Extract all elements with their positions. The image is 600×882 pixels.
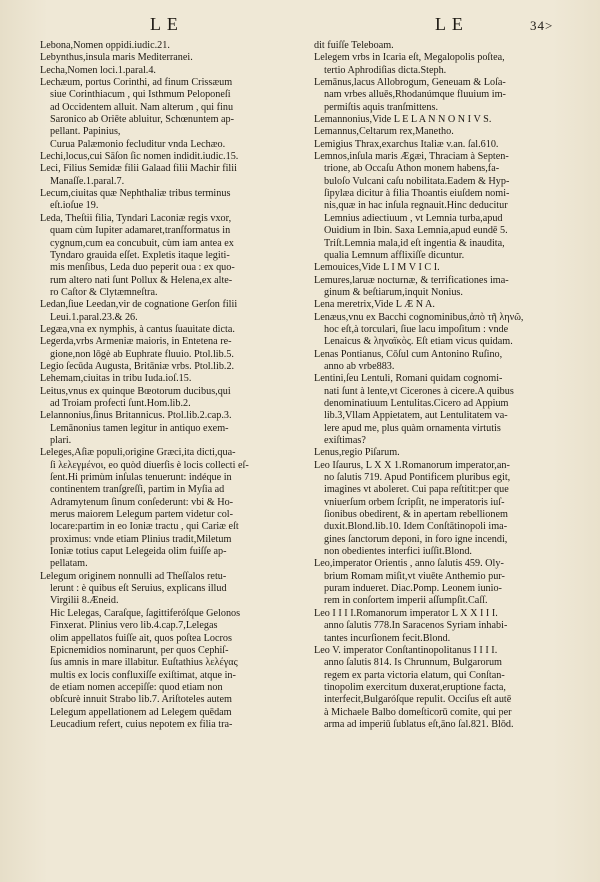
entry-line: denominatiuum Lentulitas.Cicero ad Appium (324, 397, 509, 409)
entry-line: obſcurè innuit Strabo lib.7. Ariſtoteles autem (50, 694, 232, 706)
entry-line: lere apud me, plus quàm ornamenta virtutis (324, 422, 501, 434)
entry-line: siue Corinthiacum , qui Isthmum Peloponeſi (50, 89, 231, 101)
entry-line: tertio Aphrodiſias dicta.Steph. (324, 64, 447, 76)
left-running-head: L E (150, 14, 179, 34)
entry-line: Leucadium refert, cuius nepotem ex filia tra- (50, 718, 233, 730)
dictionary-entry (40, 40, 302, 52)
entry-line: Leleges,Aſiæ populi,origine Græci,ita dicti,qua- (40, 447, 236, 459)
entry-line: Lentini,ſeu Lentuli, Romani quidam cognomi- (314, 373, 503, 385)
entry-line: Hic Lelegas, Caraſque, ſagittiferóſque Gelonos (50, 607, 241, 619)
dictionary-entry (314, 373, 574, 447)
entry-line: Lelannonius,ſinus Britannicus. Ptol.lib.2.cap.3. (40, 410, 232, 422)
entry-line: ſus amnis in mare illabitur. Euſtathius λελέγας (50, 657, 238, 669)
entry-line: non obedientes interfici iuſſit.Blond. (324, 546, 472, 558)
entry-line: anno ab vrbe883. (324, 360, 395, 372)
entry-line: nam vrbes alluēs,Rhodanúmque fluuium im- (324, 89, 506, 101)
dictionary-entry (40, 77, 302, 151)
dictionary-entry (40, 373, 302, 385)
entry-line: Lemannonius,Vide L E L A N N O N I V S. (314, 114, 492, 126)
entry-line: ſi λελεγμένοι, eo quòd diuerſis è locis collecti eſ- (50, 459, 249, 471)
dictionary-entry (40, 571, 302, 731)
entry-line: Lena meretrix,Vide L Æ N A. (314, 299, 435, 311)
entry-line: pellatam. (50, 558, 88, 570)
entry-line: Adramytenum ſinum conſederunt: vbi & Ho- (50, 496, 234, 508)
entry-line: Lemigius Thrax,exarchus Italiæ v.an. ſal.610. (314, 138, 499, 150)
dictionary-entry (314, 40, 574, 52)
dictionary-entry (40, 213, 302, 299)
entry-line: Lebona,Nomen oppidi.iudic.21. (40, 40, 170, 51)
entry-line: Legerda,vrbs Armeniæ maioris, in Entetena re- (40, 336, 232, 348)
entry-line: duxit.Blond.lib.10. Idem Conſtātinopoli ima- (324, 521, 508, 533)
entry-line: Leo Iſaurus, L X X 1.Romanorum imperator,an- (314, 459, 510, 471)
entry-line: Triſt.Lemnia mala,id eſt ingentia & inaudita, (324, 237, 505, 249)
entry-line: Lechæum, portus Corinthi, ad finum Crissæum (40, 77, 233, 89)
entry-line: anno ſalutis 778.In Saracenos Syriam inhabi- (324, 620, 508, 632)
entry-line: continentem tranſgreſſi, partim in Myſia ad (50, 484, 225, 496)
entry-line: Leitus,vnus ex quinque Bœotorum ducibus,qui (40, 385, 231, 397)
entry-line: Lehemam,ciuitas in tribu Iuda.ioſ.15. (40, 373, 192, 385)
entry-line: Lechi,locus,cui Sāſon ſic nomen indidit.iudic.15. (40, 151, 239, 163)
dictionary-entry (40, 361, 302, 373)
entry-line: regem ex parta victoria elatum, qui Conſtan- (324, 669, 505, 681)
entry-line: Legio ſecūda Augusta, Britāniæ vrbs. Ptol.lib.2. (40, 360, 235, 372)
entry-line: locare:partim in eo Ioniæ tractu , qui Cariæ eſt (50, 521, 239, 533)
dictionary-entry (40, 65, 302, 77)
dictionary-entry (314, 460, 574, 559)
entry-line: Curua Palæmonio fecluditur vnda Lechæo. (50, 138, 226, 150)
entry-line: de etiam nomen accepiſſe: quod etiam non (50, 681, 223, 693)
entry-line: exiſtimas? (324, 435, 366, 446)
entry-line: Lenæus,vnu ex Bacchi cognominibus,ἀπὸ τῆ ληνῶ, (314, 311, 524, 323)
entry-line: buloſo Vulcani caſu nobilitata.Eadem & Hyp- (324, 175, 510, 187)
dictionary-entry (314, 262, 574, 274)
entry-line: Leo,imperator Orientis , anno ſalutis 459. Oly- (314, 558, 504, 570)
entry-line: interfecit,Bulgaróſque repulit. Occiſus eſt autē (324, 694, 512, 706)
entry-line: Leci, Filius Semidæ filii Galaad filii Machir filii (40, 163, 237, 175)
entry-line: ad Troiam profecti ſunt.Hom.lib.2. (50, 397, 191, 409)
entry-line: Ioniæ totius caput Lelegeida olim fuiſſe ap- (50, 546, 227, 558)
entry-line: à Michaele Balbo domeſticorū comite, qui per (324, 706, 512, 718)
dictionary-entry (314, 299, 574, 311)
entry-line: lib.3,Vllam Appietatem, aut Lentulitatem va- (324, 410, 508, 422)
entry-line: anno ſalutis 814. Is Chrunnum, Bulgarorum (324, 657, 502, 669)
dictionary-entry (314, 126, 574, 138)
left-column (40, 40, 302, 731)
entry-line: Lemures,laruæ nocturnæ, & terrificationes ima- (314, 274, 509, 286)
entry-line: puram indueret. Diac.Pomp. Leonem iunio- (324, 583, 502, 595)
entry-line: Lemouices,Vide L I M V I C I. (314, 262, 440, 274)
entry-line: Finxerat. Plinius vero lib.4.cap.7,Lelegas (50, 620, 218, 632)
entry-line: nati ſunt à lente,vt Cicerones à cicere.A quibus (324, 385, 514, 397)
entry-line: quam cùm Iupiter adamaret,tranſformatus in (50, 225, 231, 237)
entry-line: vniuerſum orbem ſcripſit, ne imperatoris iuſ- (324, 496, 505, 508)
dictionary-entry (314, 52, 574, 77)
entry-line: mis menſibus, Leda duo peperit oua : ex quo- (50, 262, 235, 274)
entry-line: cygnum,cum ea concubuit, cùm iam antea ex (50, 237, 234, 249)
entry-line: Saronico ab Oriēte abluitur, Schœnuntem ap- (50, 114, 235, 126)
entry-line: Lemannus,Celtarum rex,Manetho. (314, 126, 454, 138)
entry-line: Lenaicus & ληναϊκὸς. Eſt etiam vicus quidam. (324, 336, 513, 348)
entry-line: Lemnius adiectiuum , vt Lemnia turba,apud (324, 212, 503, 224)
dictionary-entry (314, 447, 574, 459)
entry-line: Lenas Pontianus, Cōſul cum Antonino Ruſino, (314, 348, 503, 360)
entry-line: Manaſſe.1.paral.7. (50, 175, 125, 187)
entry-line: Lecha,Nomen loci.1.paral.4. (40, 64, 156, 76)
entry-line: Lemānus,lacus Allobrogum, Geneuam & Loſa- (314, 77, 506, 89)
dictionary-entry (40, 163, 302, 188)
entry-line: Legæa,vna ex nymphis, à cantus ſuauitate dicta. (40, 323, 235, 335)
entry-line: hoc eſt,à torculari, ſiue lacu impoſitum : vnde (324, 323, 509, 335)
entry-line: Lemānonius tamen legitur in antiquo exem- (50, 422, 229, 434)
entry-line: Virgilii 8.Æneid. (50, 595, 119, 607)
entry-line: Lebynthus,insula maris Mediterranei. (40, 52, 193, 64)
entry-line: olim appellatos fuiſſe ait, quos poſtea Locros (50, 632, 232, 644)
dictionary-entry (314, 558, 574, 607)
entry-line: tinopolim exercitum duxerat,eruptione facta, (324, 681, 506, 693)
entry-line: pellant. Papinius, (50, 126, 121, 138)
dictionary-entry (314, 645, 574, 731)
entry-line: qualia Lemnum afflixiſſe dicuntur. (324, 249, 465, 261)
entry-line: ſent.Hi primùm inſulas tenuerunt: indéque in (50, 472, 232, 484)
entry-line: proximus: vnde etiam Plinius tradit,Miletum (50, 533, 232, 545)
entry-line: rum altero nati ſunt Pollux & Helena,ex alte- (50, 274, 233, 286)
entry-line: rem in conſortem imperii aſſumpſit.Caſſ. (324, 595, 488, 607)
dictionary-entry (40, 188, 302, 213)
entry-line: arma ad imperiū ſublatus eſt,āno ſal.821. Blōd. (324, 718, 514, 730)
entry-line: Epicnemidios nominarunt, per quos Cephiſ- (50, 644, 229, 656)
dictionary-entry (40, 299, 302, 324)
entry-line: lerunt : è quibus eſt Seruius, explicans illud (50, 583, 227, 595)
entry-line: Tyndaro grauida eſſet. Expletis itaque legiti- (50, 249, 230, 261)
entry-line: Ledan,ſiue Leedan,vir de cognatione Gerſon filii (40, 299, 238, 311)
dictionary-entry (314, 349, 574, 374)
entry-line: Lelegum originem nonnulli ad Theſſalos retu- (40, 570, 227, 582)
entry-line: Leo V. imperator Conſtantinopolitanus I I I I. (314, 644, 498, 656)
entry-line: gines ſanctorum deponi, in foro igne incendi, (324, 533, 508, 545)
dictionary-entry (40, 386, 302, 411)
page-number: 34> (530, 18, 554, 33)
entry-line: trione, ab Occaſu Athon monem habens,fa- (324, 163, 500, 175)
dictionary-entry (40, 410, 302, 447)
entry-line: tantes incurſionem fecit.Blond. (324, 632, 451, 644)
entry-line: ginum & beſtiarum,inquit Nonius. (324, 286, 463, 298)
dictionary-entry (314, 77, 574, 114)
dictionary-entry (40, 447, 302, 570)
entry-line: ſionibus obedirent, & in apertam rebellionem (324, 509, 508, 521)
entry-line: ſipylæa dicitur à filia Thoantis eiuſdem nomi- (324, 188, 510, 200)
entry-line: no ſalutis 719. Apud Pontificem pluribus egit, (324, 472, 511, 484)
entry-line: dit fuiſſe Teleboam. (314, 40, 394, 51)
entry-line: permiſtis aquis tranſmittens. (324, 101, 439, 113)
entry-line: multis ex locis confluxiſſe exiſtimat, atque in- (50, 669, 236, 681)
right-running-head: L E (435, 14, 464, 34)
entry-line: ad Occidentem alluit. Nam alterum , qui finu (50, 101, 234, 113)
entry-line: eſt.ioſue 19. (50, 200, 99, 212)
dictionary-entry (40, 336, 302, 361)
dictionary-entry (314, 608, 574, 645)
entry-line: Lelegem vrbs in Icaria eſt, Megalopolis poſtea, (314, 52, 505, 64)
entry-line: Lemnos,inſula maris Ægæi, Thraciam à Septen- (314, 151, 509, 163)
entry-line: Lecum,ciuitas quæ Nephthaliæ tribus terminus (40, 188, 231, 200)
entry-line: Lelegum appellationem ad Lelegem quēdam (50, 706, 232, 718)
dictionary-entry (314, 312, 574, 349)
entry-line: nis,quæ in hac inſula regnauit.Hinc deducitur (324, 200, 508, 212)
dictionary-entry (40, 52, 302, 64)
entry-line: Lenus,regio Piſarum. (314, 447, 400, 459)
entry-line: plari. (50, 435, 72, 446)
entry-line: merus maiorem Lelegum partem videtur col- (50, 509, 234, 521)
entry-line: Leda, Theſtii filia, Tyndari Laconiæ regis vxor, (40, 212, 232, 224)
dictionary-entry (314, 275, 574, 300)
entry-line: Leo I I I I.Romanorum imperator L X X I I I. (314, 607, 498, 619)
entry-line: ro Caſtor & Clytæmneſtra. (50, 286, 158, 298)
entry-line: gione,non lōgè ab Euphrate fluuio. Ptol.lib.5. (50, 348, 234, 360)
entry-line: brium Romam miſit,vt viuēte Anthemio pur- (324, 570, 505, 582)
dictionary-entry (314, 151, 574, 262)
entry-line: imagines vt aboleret. Cui papa reſtitit:per que (324, 484, 509, 496)
dictionary-entry (314, 114, 574, 126)
dictionary-entry (40, 324, 302, 336)
entry-line: Leui.1.paral.23.& 26. (50, 311, 138, 323)
entry-line: Ouidium in Ibin. Saxa Lemnia,apud eundē 5. (324, 225, 508, 237)
dictionary-entry (314, 139, 574, 151)
dictionary-entry (40, 151, 302, 163)
right-column (314, 40, 574, 731)
